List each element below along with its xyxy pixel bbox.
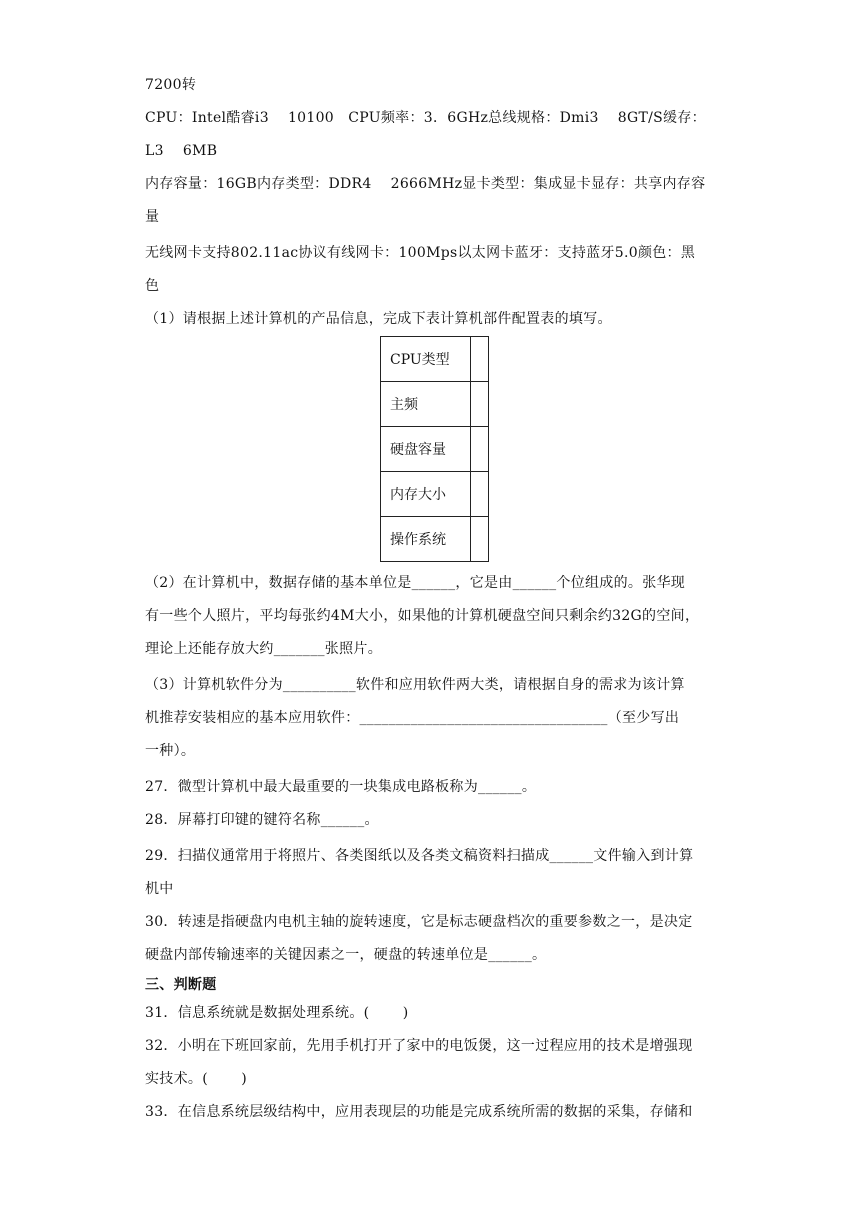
table-row: [381, 337, 489, 382]
config-table: [380, 336, 489, 562]
row-label: 主频: [381, 382, 471, 427]
table-row: [381, 517, 489, 562]
answer-cell[interactable]: [471, 427, 489, 472]
answer-cell[interactable]: [471, 337, 489, 382]
table-row: [381, 382, 489, 427]
section-title: 三、判断题: [145, 977, 217, 993]
row-label: 硬盘容量: [381, 427, 471, 472]
question-part-3: （3）计算机软件分为__________软件和应用软件两大类，请根据自身的需求为该计算: [145, 677, 685, 693]
text-line: 量: [145, 209, 160, 225]
text-line: 色: [145, 278, 160, 294]
text-line: 内存容量：16GB内存类型：DDR4 2666MHz显卡类型：集成显卡显存：共享内存容: [145, 176, 706, 192]
question-30: 30．转速是指硬盘内电机主轴的旋转速度，它是标志硬盘档次的重要参数之一，是决定: [145, 914, 693, 930]
row-label: 内存大小: [381, 472, 471, 517]
answer-cell[interactable]: [471, 382, 489, 427]
table-row: [381, 472, 489, 517]
text-line: 无线网卡支持802.11ac协议有线网卡：100Mps以太网卡蓝牙：支持蓝牙5.0颜色：黑: [145, 245, 696, 261]
question-29: 29．扫描仪通常用于将照片、各类图纸以及各类文稿资料扫描成______文件输入到计算: [145, 848, 694, 864]
text-line: 硬盘内部传输速率的关键因素之一，硬盘的转速单位是______。: [145, 947, 547, 963]
text-line: 理论上还能存放大约_______张照片。: [145, 641, 382, 657]
question-28: 28．屏幕打印键的键符名称______。: [145, 812, 379, 828]
question-part-2: （2）在计算机中，数据存储的基本单位是______，它是由______个位组成的。张华现: [145, 575, 686, 591]
text-line: L3 6MB: [145, 143, 218, 159]
text-line: 有一些个人照片，平均每张约4M大小，如果他的计算机硬盘空间只剩余约32G的空间，: [145, 608, 700, 624]
question-part-1: （1）请根据上述计算机的产品信息，完成下表计算机部件配置表的填写。: [145, 311, 612, 327]
text-line: CPU：Intel酷睿i3 10100 CPU频率：3．6GHz总线规格：Dmi3 8GT/S缓存：: [145, 110, 706, 126]
question-31: 31．信息系统就是数据处理系统。( ): [145, 1005, 409, 1021]
answer-cell[interactable]: [471, 517, 489, 562]
table-row: [381, 427, 489, 472]
question-33: 33．在信息系统层级结构中，应用表现层的功能是完成系统所需的数据的采集，存储和: [145, 1104, 693, 1120]
answer-cell[interactable]: [471, 472, 489, 517]
text-line: 实技术。( ): [145, 1071, 248, 1087]
question-27: 27．微型计算机中最大最重要的一块集成电路板称为______。: [145, 779, 537, 795]
row-label: 操作系统: [381, 517, 471, 562]
text-line: 一种）。: [145, 743, 196, 759]
row-label: CPU类型: [381, 337, 471, 382]
text-line: 机中: [145, 881, 174, 897]
question-32: 32．小明在下班回家前，先用手机打开了家中的电饭煲，这一过程应用的技术是增强现: [145, 1038, 693, 1054]
text-line: 机推荐安装相应的基本应用软件：__________________________________（至少写出: [145, 710, 680, 726]
text-line: 7200转: [145, 77, 197, 93]
